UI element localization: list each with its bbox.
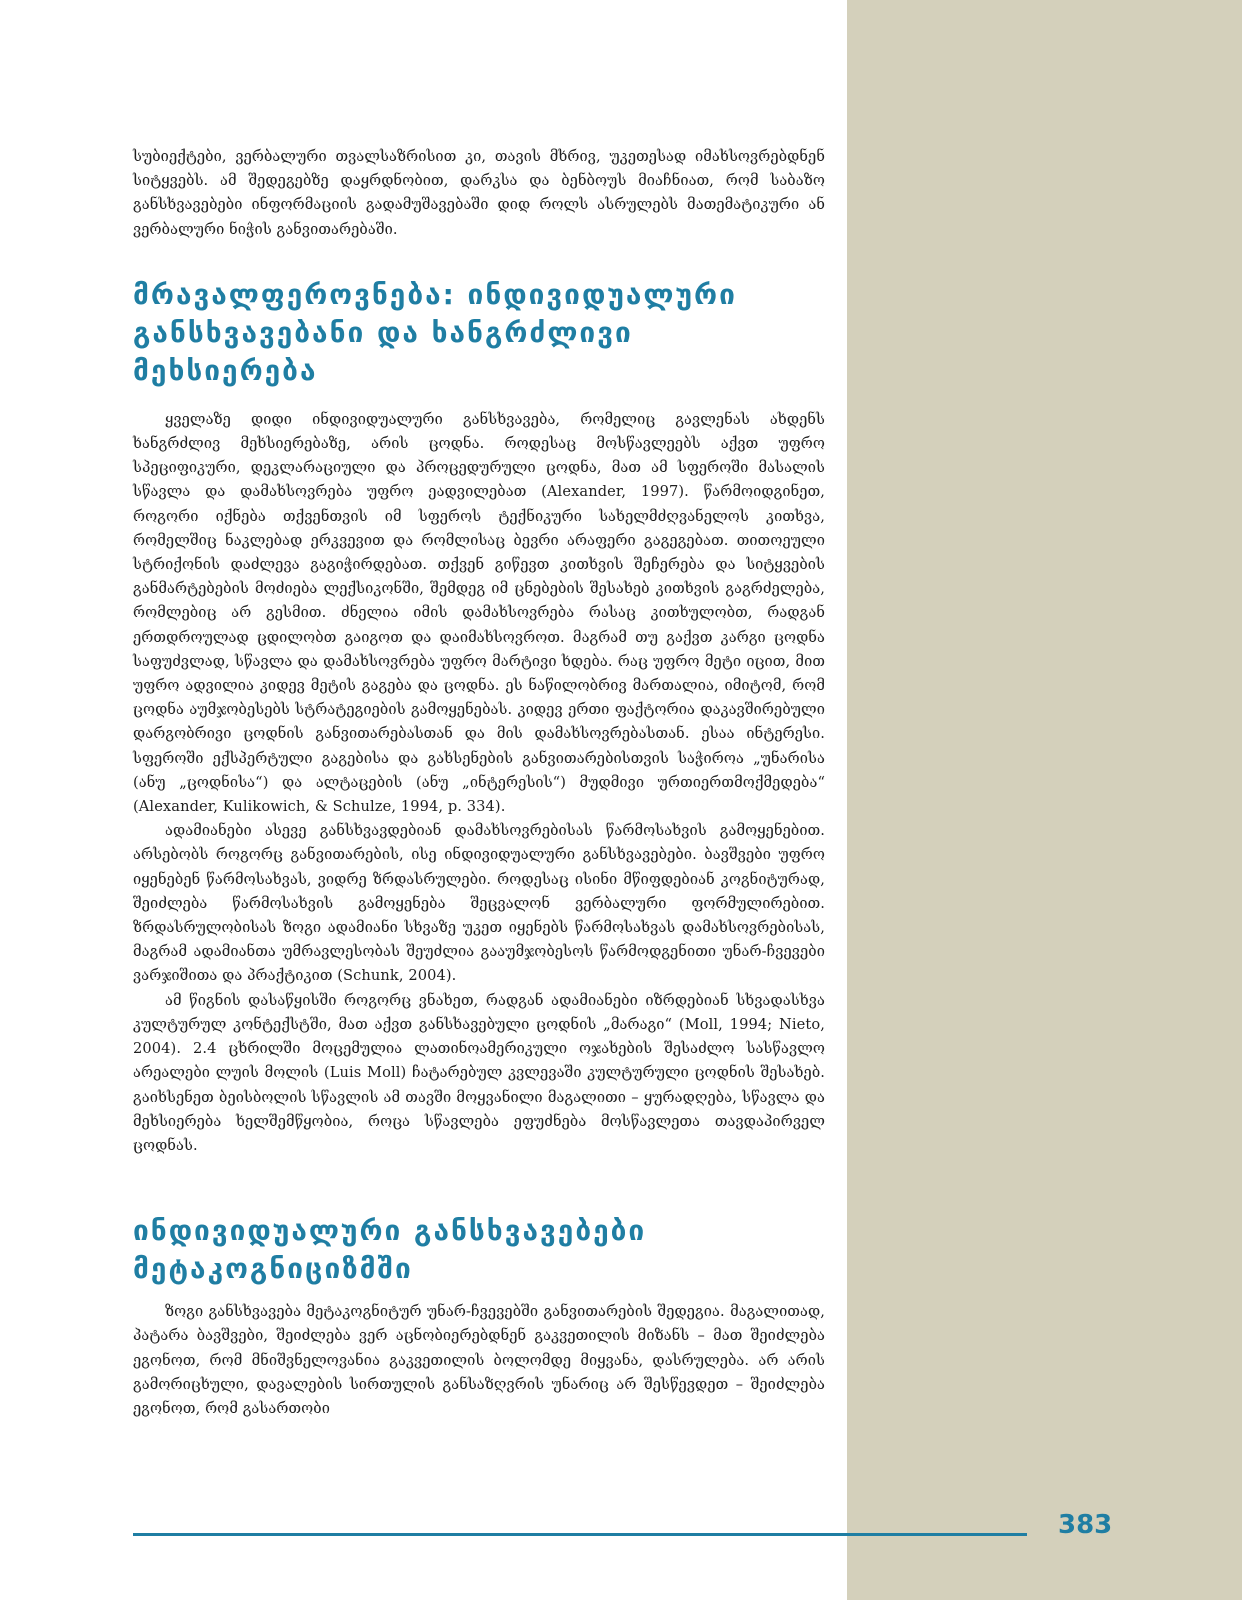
body-paragraph: ზოგი განსხვავება მეტაკოგნიტურ უნარ-ჩვევებში განვითარების შედეგია. მაგალითად, პატარა ბავშვები, შეიძლება ვერ აცნობიერებდნენ გაკვეთილის მიზანს – მათ შეიძლება ეგონოთ, რომ მნიშვნელოვანია გაკვეთილის ბოლომდე მიყვანა, დასრულება. არ არის გამორიცხული, დავალების სირთულის განსაზღვრის უნარიც არ შესწევდეთ – შეიძლება ეგონოთ, რომ გასართობი bbox=[133, 1303, 825, 1417]
body-paragraph: ყველაზე დიდი ინდივიდუალური განსხვავება, რომელიც გავლენას ახდენს ხანგრძლივ მეხსიერებაზე, არის ცოდნა. როდესაც მოსწავლეებს აქვთ უფრო სპეციფიკური, დეკლარაციული და პროცედურული ცოდნა, მათ ამ სფეროში მასალის სწავლა და დამახსოვრება უფრო ეადვილებათ (Alexander, 1997). წარმოიდგინეთ, როგორი იქნება თქვენთვის იმ სფეროს ტექნიკური სახელმძღვანელოს კითხვა, რომელშიც ნაკლებად ერკვევით და რომლისაც ბევრი არაფერი გაგეგებათ. თითოეული სტრიქონის დაძლევა გაგიჭირდებათ. თქვენ გიწევთ კითხვის შეჩერება და სიტყვების განმარტებების მოძიება ლექსიკონში, შემდეგ იმ ცნებების შესახებ კითხვის გაგრძელება, რომლებიც არ გესმით. ძნელია იმის დამახსოვრება რასაც კითხულობთ, რადგან ერთდროულად ცდილობთ გაიგოთ და დაიმახსოვროთ. მაგრამ თუ გაქვთ კარგი ცოდნა საფუძვლად, სწავლა და დამახსოვრება უფრო მარტივი ხდება. რაც უფრო მეტი იცით, მით უფრო ადვილია კიდევ მეტის გაგება და ცოდნა. ეს ნაწილობრივ მართალია, იმიტომ, რომ ცოდნა აუმჯობესებს სტრატეგიების გამოყენებას. კიდევ ერთი ფაქტორია დაკავშირებული დარგობრივი ცოდნის განვითარებასთან და მის დამახსოვრებასთან. ესაა ინტერესი. სფეროში ექსპერტული გაგებისა და გახსენების განვითარებისთვის საჭიროა „უნარისა (ანუ „ცოდნისა“) და ალტაცების (ანუ „ინტერესის“) მუდმივი ურთიერთმოქმედება“ (Alexander, Kulikowich, & Schulze, 1994, p. 334). bbox=[133, 410, 825, 816]
footer-rule bbox=[133, 1533, 1027, 1536]
intro-paragraph: სუბიექტები, ვერბალური თვალსაზრისით კი, თავის მხრივ, უკეთესად იმახსოვრებდნენ სიტყვებს. ამ შედეგებზე დაყრდნობით, დარკსა და ბენბოუს მიაჩნიათ, რომ საბაზო განსხვავებები ინფორმაციის გადამუშავებაში დიდ როლს ასრულებს მათემატიკური ან ვერბალური ნიჭის განვითარებაში. bbox=[133, 148, 825, 238]
side-panel bbox=[847, 0, 1242, 1600]
page-number: 383 bbox=[1058, 1510, 1113, 1540]
page-content bbox=[133, 145, 825, 1421]
body-paragraph: ამ წიგნის დასაწყისში როგორც ვნახეთ, რადგან ადამიანები იზრდებიან სხვადასხვა კულტურულ კონტექსტში, მათ აქვთ განსხავებული ცოდნის „მარაგი“ (Moll, 1994; Nieto, 2004). 2.4 ცხრილში მოცემულია ლათინოამერიკული ოჯახების შესაძლო სასწავლო არეალები ლუის მოლის (Luis Moll) ჩატარებულ კვლევაში კულტურული ცოდნის შესახებ. გაიხსენეთ ბეისბოლის სწავლის ამ თავში მოყვანილი მაგალითი – ყურადღება, სწავლა და მეხსიერება ხელშემწყობია, როცა სწავლება ეფუძნება მოსწავლეთა თავდაპირველ ცოდნას. bbox=[133, 991, 825, 1154]
body-paragraph: ადამიანები ასევე განსხვავდებიან დამახსოვრებისას წარმოსახვის გამოყენებით. არსებობს როგორც განვითარების, ისე ინდივიდუალური განსხვავებები. ბავშვები უფრო იყენებენ წარმოსახვას, ვიდრე ზრდასრულები. როდესაც ისინი მწიფდებიან კოგნიტურად, შეიძლება წარმოსახვის გამოყენება შეცვალონ ვერბალური ფორმულირებით. ზრდასრულობისას ზოგი ადამიანი სხვაზე უკეთ იყენებს წარმოსახვას დამახსოვრებისას, მაგრამ ადამიანთა უმრავლესობას შეუძლია გააუმჯობესოს წარმოდგენითი უნარ-ჩვევები ვარჯიშითა და პრაქტიკით (Schunk, 2004). bbox=[133, 822, 825, 985]
section-heading-metacognition: ინდივიდუალური განსხვავებები მეტაკოგნიციზმში bbox=[133, 1214, 647, 1286]
section-heading-diversity: მრავალფეროვნება: ინდივიდუალური განსხვავებანი და ხანგრძლივი მეხსიერება bbox=[133, 277, 737, 387]
